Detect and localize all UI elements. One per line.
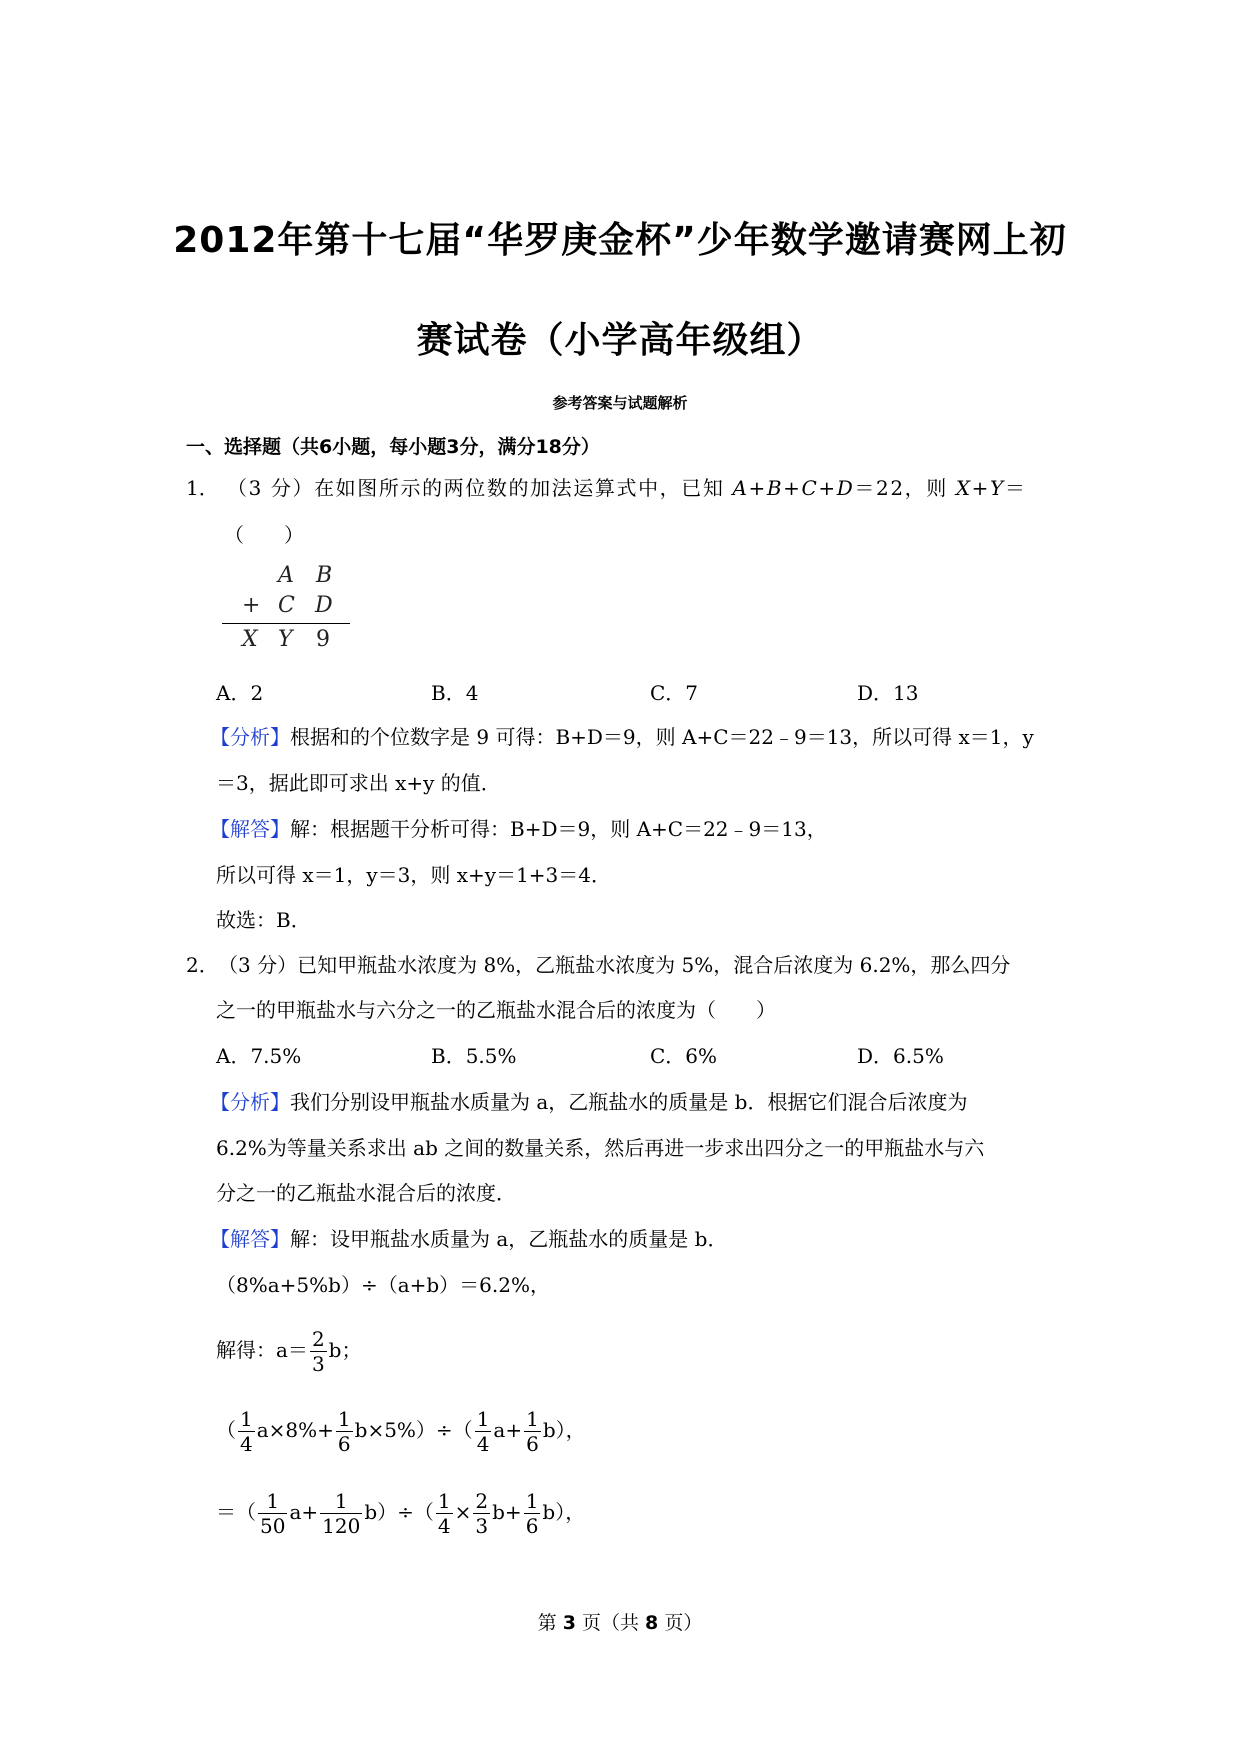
fraction: $\frac{2}{3}$ bbox=[475, 1489, 489, 1538]
q1-option-c: C．7 bbox=[650, 681, 699, 705]
page-title-line-2: 赛试卷（小学高年级组） bbox=[416, 320, 824, 361]
digit-c: C bbox=[278, 593, 295, 618]
q2-option-c: C．6% bbox=[650, 1044, 718, 1068]
digit-a: A bbox=[278, 563, 294, 588]
q2-analysis: 【分析】我们分别设甲瓶盐水质量为 a，乙瓶盐水的质量是 b．根据它们混合后浓度为 bbox=[210, 1090, 968, 1114]
fraction: $\frac{1}{4}$ bbox=[240, 1407, 253, 1456]
q2-equation-2: 解得：a＝ $\frac{2}{3}$ b； bbox=[216, 1327, 362, 1376]
page-footer: 第 3 页（共 8 页） bbox=[537, 1612, 703, 1634]
q1-answer-line-3: 故选：B． bbox=[216, 908, 311, 932]
fraction: $\frac{1}{6}$ bbox=[337, 1407, 351, 1456]
q2-analysis-line-2: 6.2%为等量关系求出 ab 之间的数量关系，然后再进一步求出四分之一的甲瓶盐水与六 bbox=[216, 1136, 985, 1160]
q2-option-b: B．5.5% bbox=[431, 1044, 517, 1068]
answer-tag: 【解答】 bbox=[210, 1227, 290, 1251]
q1-analysis: 【分析】根据和的个位数字是 9 可得：B+D＝9，则 A+C＝22﹣9＝13，所以可得 x＝1，y bbox=[210, 725, 1034, 749]
q2-stem-line-1: （3 分）已知甲瓶盐水浓度为 8%，乙瓶盐水浓度为 5%，混合后浓度为 6.2%，那么四分 bbox=[218, 953, 1011, 977]
q1-option-b: B．4 bbox=[431, 681, 479, 705]
q2-equation-4: ＝（ $\frac{1}{50}$ a+ $\frac{1}{120}$ b）÷（ $\frac{1}{4}$ × $\frac{2}{3}$ b+ $\frac{1}{6}$ b）， bbox=[216, 1489, 586, 1538]
q2-equation-1: （8%a+5%b）÷（a+b）＝6.2%， bbox=[216, 1273, 550, 1297]
digit-b: B bbox=[316, 563, 333, 588]
analysis-tag: 【分析】 bbox=[210, 1090, 290, 1114]
fraction: $\frac{1}{50}$ bbox=[260, 1489, 286, 1538]
section-heading: 一、选择题（共6小题，每小题3分，满分18分） bbox=[186, 436, 600, 458]
q1-answer-blank: （ ） bbox=[224, 523, 304, 547]
digit-x: X bbox=[242, 627, 258, 652]
fraction: $\frac{1}{6}$ bbox=[526, 1407, 539, 1456]
q2-analysis-line-3: 分之一的乙瓶盐水混合后的浓度． bbox=[216, 1181, 516, 1205]
q2-answer: 【解答】解：设甲瓶盐水质量为 a，乙瓶盐水的质量是 b． bbox=[210, 1227, 728, 1251]
fraction: $\frac{2}{3}$ bbox=[311, 1327, 325, 1376]
q1-stem: （3 分）在如图所示的两位数的加法运算式中，已知 A+B+C+D＝22，则 X+Y＝ bbox=[227, 476, 1027, 500]
q1-option-d: D．13 bbox=[857, 681, 919, 705]
digit-y: Y bbox=[278, 627, 293, 652]
plus-sign: + bbox=[242, 593, 261, 618]
q2-equation-3: （ $\frac{1}{4}$ a×8%+ $\frac{1}{6}$ b×5%）÷（ $\frac{1}{4}$ a+ $\frac{1}{6}$ b）， bbox=[216, 1407, 586, 1456]
fraction: $\frac{1}{6}$ bbox=[525, 1489, 539, 1538]
q2-option-a: A．7.5% bbox=[216, 1044, 302, 1068]
q1-option-a: A．2 bbox=[216, 681, 264, 705]
fraction: $\frac{1}{120}$ bbox=[322, 1489, 361, 1538]
fraction: $\frac{1}{4}$ bbox=[437, 1489, 451, 1538]
q1-analysis-cont: ＝3，据此即可求出 x+y 的值． bbox=[216, 771, 501, 795]
q1-answer-line-2: 所以可得 x＝1，y＝3，则 x+y＝1+3＝4． bbox=[216, 863, 612, 887]
digit-9: 9 bbox=[316, 627, 330, 652]
sum-line bbox=[222, 623, 350, 624]
digit-d: D bbox=[315, 593, 333, 618]
addition-figure bbox=[222, 562, 350, 662]
q1-number: 1． bbox=[186, 476, 219, 500]
q2-option-d: D．6.5% bbox=[857, 1044, 944, 1068]
analysis-tag: 【分析】 bbox=[210, 725, 290, 749]
fraction: $\frac{1}{4}$ bbox=[476, 1407, 490, 1456]
page-title-line-1: 2012年第十七届“华罗庚金杯”少年数学邀请赛网上初 bbox=[173, 220, 1067, 261]
q2-stem-line-2: 之一的甲瓶盐水与六分之一的乙瓶盐水混合后的浓度为（ ） bbox=[216, 998, 776, 1022]
total-page-count: 8 bbox=[645, 1612, 659, 1634]
page-subtitle: 参考答案与试题解析 bbox=[552, 394, 688, 412]
q2-number: 2． bbox=[186, 953, 219, 977]
answer-tag: 【解答】 bbox=[210, 817, 290, 841]
current-page-number: 3 bbox=[562, 1612, 576, 1634]
q1-answer: 【解答】解：根据题干分析可得：B+D＝9，则 A+C＝22﹣9＝13， bbox=[210, 817, 827, 841]
